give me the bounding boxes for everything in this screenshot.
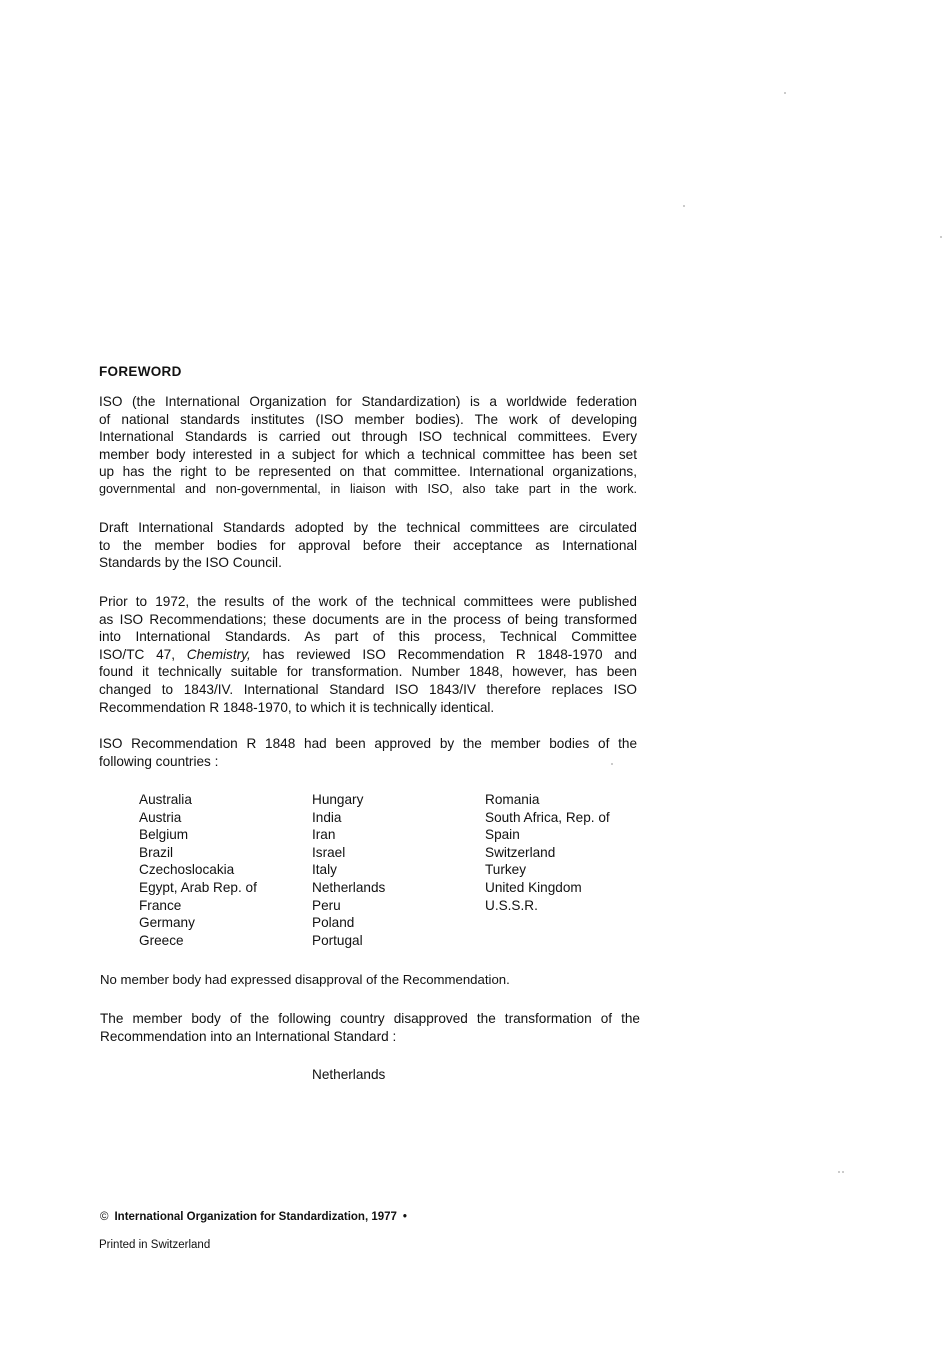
- country-item: Belgium: [139, 827, 189, 843]
- country-item: Brazil: [139, 844, 173, 860]
- country-item: Germany: [139, 915, 195, 931]
- country-list-column-3: [485, 791, 610, 914]
- paragraph-line: ISO Recommendation R 1848 had been approved by the member bodies of the: [99, 736, 637, 751]
- paragraph-line: The member body of the following country disapproved the transformation of the: [100, 1011, 640, 1026]
- copyright-symbol: ©: [100, 1211, 109, 1223]
- country-list-column-1: [139, 791, 257, 949]
- scan-speck: [940, 236, 942, 238]
- paragraph-line: International Standards is carried out through ISO technical committees. Every: [99, 429, 637, 445]
- foreword-paragraph-4: [99, 735, 637, 770]
- disapproving-country: Netherlands: [312, 1067, 386, 1082]
- committee-reference: ISO/TC 47,: [99, 646, 175, 662]
- country-item: United Kingdom: [485, 879, 582, 895]
- country-item: Austria: [139, 809, 182, 825]
- country-item: Australia: [139, 792, 192, 807]
- paragraph-line: up has the right to be represented on that committee. International organizations,: [99, 464, 637, 480]
- paragraph-line: found it technically suitable for transformation. Number 1848, however, has been: [99, 664, 637, 680]
- scan-speck: [784, 92, 786, 94]
- country-item: Czechoslocakia: [139, 862, 235, 878]
- country-item: Spain: [485, 827, 520, 843]
- paragraph-line: Recommendation R 1848-1970, to which it is technically identical.: [99, 699, 495, 715]
- country-item: France: [139, 897, 182, 913]
- country-item: Switzerland: [485, 844, 556, 860]
- paragraph-line: to the member bodies for approval before their acceptance as International: [99, 537, 637, 553]
- committee-title: Chemistry,: [186, 646, 251, 662]
- country-item: Poland: [312, 915, 355, 931]
- paragraph-line: as ISO Recommendations; these documents are in the process of being transformed: [99, 611, 637, 627]
- country-item: Peru: [312, 897, 341, 913]
- foreword-paragraph-1: [99, 393, 637, 499]
- printed-location: Printed in Switzerland: [99, 1239, 211, 1251]
- foreword-paragraph-5: No member body had expressed disapproval of the Recommendation.: [100, 972, 510, 987]
- country-item: U.S.S.R.: [485, 897, 538, 913]
- country-item: Romania: [485, 792, 540, 807]
- scan-speck: [842, 1171, 844, 1173]
- country-item: Italy: [312, 862, 337, 878]
- country-item: Iran: [312, 827, 336, 843]
- paragraph-line: ISO (the International Organization for Standardization) is a worldwide federation: [99, 394, 637, 409]
- copyright-notice: [100, 1211, 407, 1223]
- bullet-mark: •: [402, 1211, 407, 1223]
- review-text: has reviewed ISO Recommendation R 1848-1970 and: [262, 646, 637, 662]
- country-list-column-2: [312, 791, 385, 949]
- country-item: Portugal: [312, 932, 363, 948]
- paragraph-line: Standards by the ISO Council.: [99, 555, 282, 571]
- paragraph-line: following countries :: [99, 753, 219, 769]
- paragraph-line: into International Standards. As part of this process, Technical Committee: [99, 629, 637, 645]
- paragraph-line: Prior to 1972, the results of the work of the technical committees were published: [99, 594, 637, 609]
- country-item: Egypt, Arab Rep. of: [139, 879, 257, 895]
- paragraph-line: [99, 646, 637, 664]
- country-item: Greece: [139, 932, 184, 948]
- paragraph-line: Recommendation into an International Standard :: [100, 1028, 397, 1044]
- country-item: Netherlands: [312, 879, 386, 895]
- country-item: India: [312, 809, 342, 825]
- foreword-paragraph-3: [99, 593, 637, 716]
- foreword-paragraph-6: [100, 1010, 640, 1045]
- paragraph-line: changed to 1843/IV. International Standard ISO 1843/IV therefore replaces ISO: [99, 681, 637, 697]
- country-item: South Africa, Rep. of: [485, 809, 610, 825]
- country-item: Turkey: [485, 862, 527, 878]
- country-item: Israel: [312, 844, 346, 860]
- paragraph-line: of national standards institutes (ISO member bodies). The work of developing: [99, 411, 637, 427]
- scan-speck: [611, 763, 613, 765]
- scan-speck: [838, 1171, 840, 1173]
- foreword-heading: FOREWORD: [99, 364, 182, 379]
- paragraph-line: member body interested in a subject for which a technical committee has been set: [99, 446, 637, 462]
- foreword-paragraph-2: [99, 519, 637, 572]
- country-item: Hungary: [312, 792, 364, 807]
- copyright-text: International Organization for Standardization, 1977: [114, 1211, 397, 1223]
- paragraph-line: governmental and non-governmental, in liaison with ISO, also take part in the work.: [99, 481, 637, 496]
- paragraph-line: Draft International Standards adopted by the technical committees are circulated: [99, 520, 637, 535]
- scan-speck: [683, 205, 685, 207]
